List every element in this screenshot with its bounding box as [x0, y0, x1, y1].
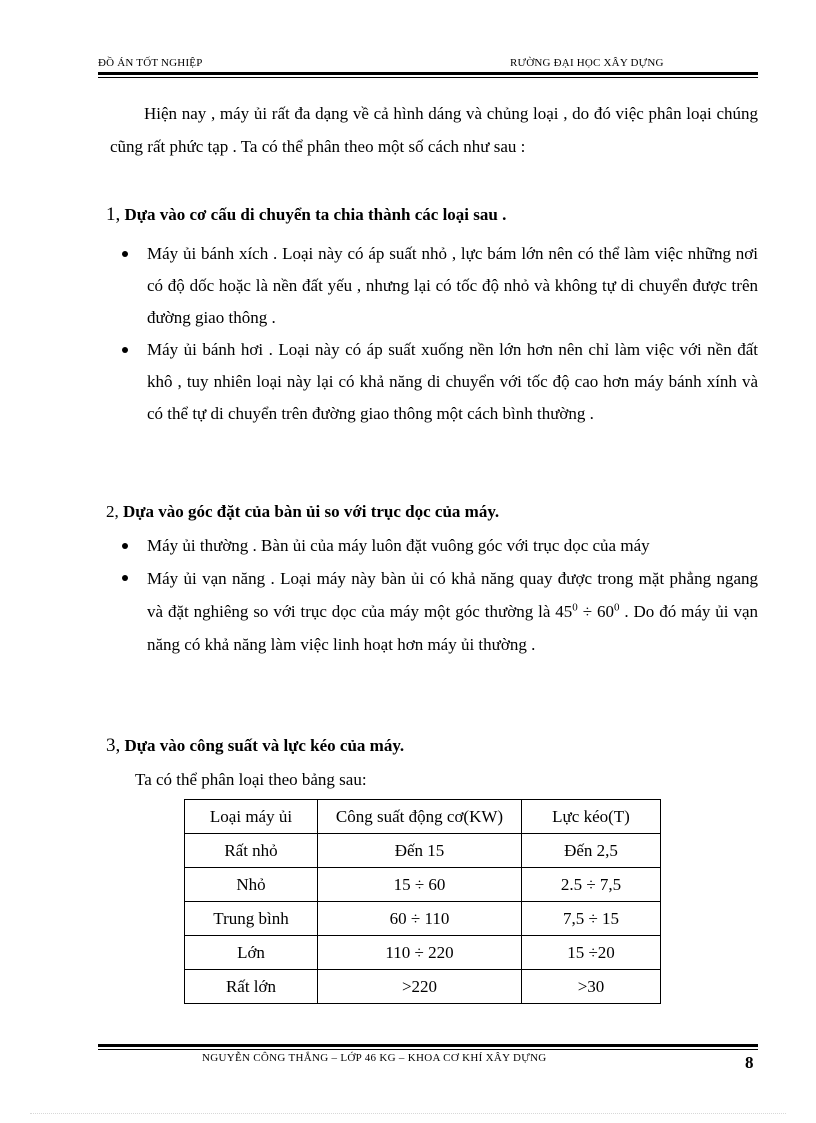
table-header-row: Loại máy ủi Công suất động cơ(KW) Lực kéo(T) — [185, 800, 661, 834]
section2-number: 2, — [106, 502, 119, 521]
list-item: Máy ủi thường . Bàn ủi của máy luôn đặt vuông góc với trục dọc của máy — [120, 530, 758, 562]
table-lead: Ta có thể phân loại theo bảng sau: — [135, 770, 367, 789]
header-rule-thick — [98, 72, 758, 75]
section2-list — [120, 530, 758, 661]
page-number: 8 — [745, 1053, 754, 1072]
section2-title: Dựa vào góc đặt của bàn ủi so với trục dọc của máy. — [123, 502, 500, 521]
classification-table — [184, 799, 661, 1004]
section3-heading — [106, 735, 404, 757]
section2-heading — [106, 502, 499, 522]
table-row: Rất lớn >220 >30 — [185, 970, 661, 1004]
bullet-icon — [122, 575, 128, 581]
section1-number: 1, — [106, 204, 121, 225]
section1-heading — [106, 204, 506, 226]
list-item: Máy ủi bánh hơi . Loại này có áp suất xuống nền lớn hơn nên chỉ làm việc với nền đất khô , tuy nhiên loại này lại có khả năng di chuyển với tốc độ cao hơn máy bánh xính và có thể tự di chuyển trên đường giao thông một cách bình thường . — [120, 334, 758, 430]
table-row: Lớn 110 ÷ 220 15 ÷20 — [185, 936, 661, 970]
bullet-icon — [122, 251, 128, 257]
section1-list — [120, 238, 758, 430]
bullet-icon — [122, 543, 128, 549]
table-row: Rất nhỏ Đến 15 Đến 2,5 — [185, 834, 661, 868]
footer-rule-thin — [98, 1049, 758, 1050]
section1-title: Dựa vào cơ cấu di chuyển ta chia thành các loại sau . — [124, 205, 507, 224]
header-right: RƯỜNG ĐẠI HỌC XÂY DỰNG — [510, 57, 664, 69]
table-row: Nhỏ 15 ÷ 60 2.5 ÷ 7,5 — [185, 868, 661, 902]
table-row: Trung bình 60 ÷ 110 7,5 ÷ 15 — [185, 902, 661, 936]
list-item: Máy ủi bánh xích . Loại này có áp suất nhỏ , lực bám lớn nên có thể làm việc những nơi có độ dốc hoặc là nền đất yếu , nhưng lại có tốc độ nhỏ và không tự di chuyển được trên đường giao thông . — [120, 238, 758, 334]
section3-title: Dựa vào công suất và lực kéo của máy. — [124, 736, 405, 755]
section3-number: 3, — [106, 735, 121, 756]
page-bottom-divider — [30, 1113, 786, 1114]
bullet-icon — [122, 347, 128, 353]
footer-text: NGUYỄN CÔNG THẮNG – LỚP 46 KG – KHOA CƠ KHÍ XÂY DỰNG — [202, 1052, 547, 1064]
header-rule-thin — [98, 77, 758, 78]
footer-rule-thick — [98, 1044, 758, 1047]
list-item: Máy ủi vạn năng . Loại máy này bàn ủi có khả năng quay được trong mặt phẳng ngang và đặt nghiêng so với trục dọc của máy một góc thường là $45^0 \div 60^0$ . Do đó máy ủi vạn năng có khả năng làm việc linh hoạt hơn máy ủi thường . — [120, 562, 758, 661]
header-left: ĐỒ ÁN TỐT NGHIỆP — [98, 57, 203, 69]
intro-paragraph: Hiện nay , máy ủi rất đa dạng về cả hình dáng và chủng loại , do đó việc phân loại chúng cũng rất phức tạp . Ta có thể phân theo một số cách như sau : — [110, 104, 758, 156]
